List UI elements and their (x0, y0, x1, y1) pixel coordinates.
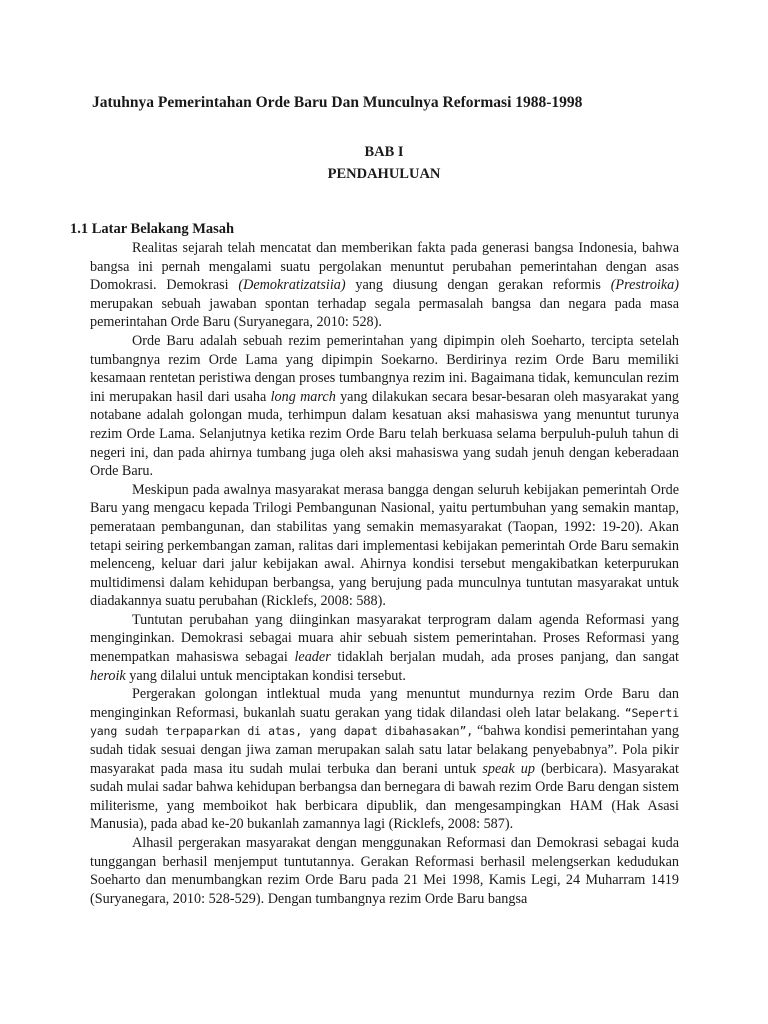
text-run: Pergerakan golongan intlektual muda yang menuntut mundurnya rezim Orde Baru dan menginginkan Reformasi, bukanlah suatu gerakan yang tidak dilandasi oleh latar belakang. (90, 686, 679, 721)
text-run: yang dilalui untuk menciptakan kondisi tersebut. (125, 667, 406, 684)
chapter-number: BAB I (364, 144, 404, 160)
italic-term: speak up (482, 760, 535, 777)
paragraph-6: Alhasil pergerakan masyarakat dengan menggunakan Reformasi dan Demokrasi sebagai kuda tunggangan berhasil menjemput tuntutannya. Gerakan Reformasi berhasil melengserkan kedudukan Soeharto dan menumbangkan rezim Orde Baru pada 21 Mei 1998, Kamis Legi, 24 Muharram 1419 (Suryanegara, 2010: 528-529). Dengan tumbangnya rezim Orde Baru bangsa (90, 835, 679, 907)
text-run: Tuntutan perubahan yang diinginkan masyarakat terprogram dalam agenda Reformasi yang menginginkan. Demokrasi sebagai muara ahir sebuah sistem pemerintahan. Proses Reformasi yang menempatkan mahasiswa sebagai (90, 611, 679, 666)
section-heading: 1.1 Latar Belakang Masah (70, 221, 235, 237)
paragraph-5 (90, 685, 679, 834)
paragraph-3: Meskipun pada awalnya masyarakat merasa bangga dengan seluruh kebijakan pemerintah Orde Baru yang mengacu kepada Trilogi Pembangunan Nasional, yaitu pertumbuhan yang semakin mantap, pemerataan pembangunan, dan stabilitas yang semakin memasyarakat (Taopan, 1992: 19-20). Akan tetapi seiring perkembangan zaman, ralitas dari implementasi kebijakan pemerintah Orde Baru semakin melenceng, keluar dari jalur kebijakan awal. Ahirnya kondisi tersebut mengakibatkan keterpurukan multidimensi dalam kehidupan berbangsa, yang berujung pada munculnya tuntutan masyarakat untuk diadakannya suatu perubahan (Ricklefs, 2008: 588). (90, 481, 679, 610)
text-run: tidaklah berjalan mudah, ada proses panjang, dan sangat (330, 649, 679, 666)
text-run: Realitas sejarah telah mencatat dan memberikan fakta pada generasi bangsa Indonesia, bahwa bangsa ini pernah mengalami suatu pergolakan menuntut perubahan pemerintahan dengan asas Domokrasi. Demokrasi (90, 240, 679, 294)
italic-term: long march (270, 388, 336, 405)
paragraph-1 (90, 239, 679, 332)
italic-term: (Demokratizatsiia) (238, 277, 346, 294)
body-text (90, 239, 679, 908)
text-run: (berbicara). Masyarakat sudah mulai sadar bahwa kehidupan berbangsa dan bernegara di bawah rezim Orde Baru dengan sistem militerisme, yang memboikot hak berbicara dipublik, dan mengesampingkan HAM (Hak Asasi Manusia), pada abad ke-20 bukanlah zamannya lagi (Ricklefs, 2008: 587). (90, 760, 679, 833)
text-run: “bahwa kondisi pemerintahan yang sudah tidak sesuai dengan jiwa zaman merupakan salah satu latar belakang penyebabnya”. Pola pikir masyarakat pada masa itu sudah mulai terbuka dan berani untuk (90, 723, 679, 777)
quoted-text: “Seperti yang sudah terpaparkan di atas, yang dapat dibahasakan”, (90, 705, 679, 739)
italic-term: leader (294, 649, 331, 666)
italic-term: (Prestroika) (610, 277, 679, 294)
paragraph-2 (90, 332, 679, 481)
text-run: yang dilakukan secara besar-besaran oleh masyarakat yang notabane adalah golongan muda, terhimpun dalam kesatuan aksi mahasiswa yang menuntut turunya rezim Orde Lama. Selanjutnya ketika rezim Orde Baru telah berkuasa selama berpuluh-puluh tahun di negeri ini, dan pada ahirnya tumbang juga oleh aksi mahasiswa yang sudah jenuh dengan keberadaan Orde Baru. (90, 388, 680, 480)
paragraph-4 (90, 611, 679, 685)
document-title: Jatuhnya Pemerintahan Orde Baru Dan Munculnya Reformasi 1988-1998 (92, 94, 583, 111)
text-run: merupakan sebuah jawaban spontan terhadap segala permasalah bangsa dan negara pada masa pemerintahan Orde Baru (Suryanegara, 2010: 528). (90, 295, 679, 331)
text-run: yang diusung dengan gerakan reformis (345, 277, 611, 294)
chapter-title: PENDAHULUAN (327, 166, 441, 182)
text-run: Orde Baru adalah sebuah rezim pemerintahan yang dipimpin oleh Soeharto, tercipta setelah tumbangnya rezim Orde Lama yang dipimpin Soekarno. Berdirinya rezim Orde Baru memiliki kesamaan rentetan peristiwa dengan proses tumbangnya rezim ini. Bagaimana tidak, kemunculan rezim ini merupakan hasil dari usaha (90, 332, 679, 405)
italic-term: heroik (90, 667, 126, 684)
